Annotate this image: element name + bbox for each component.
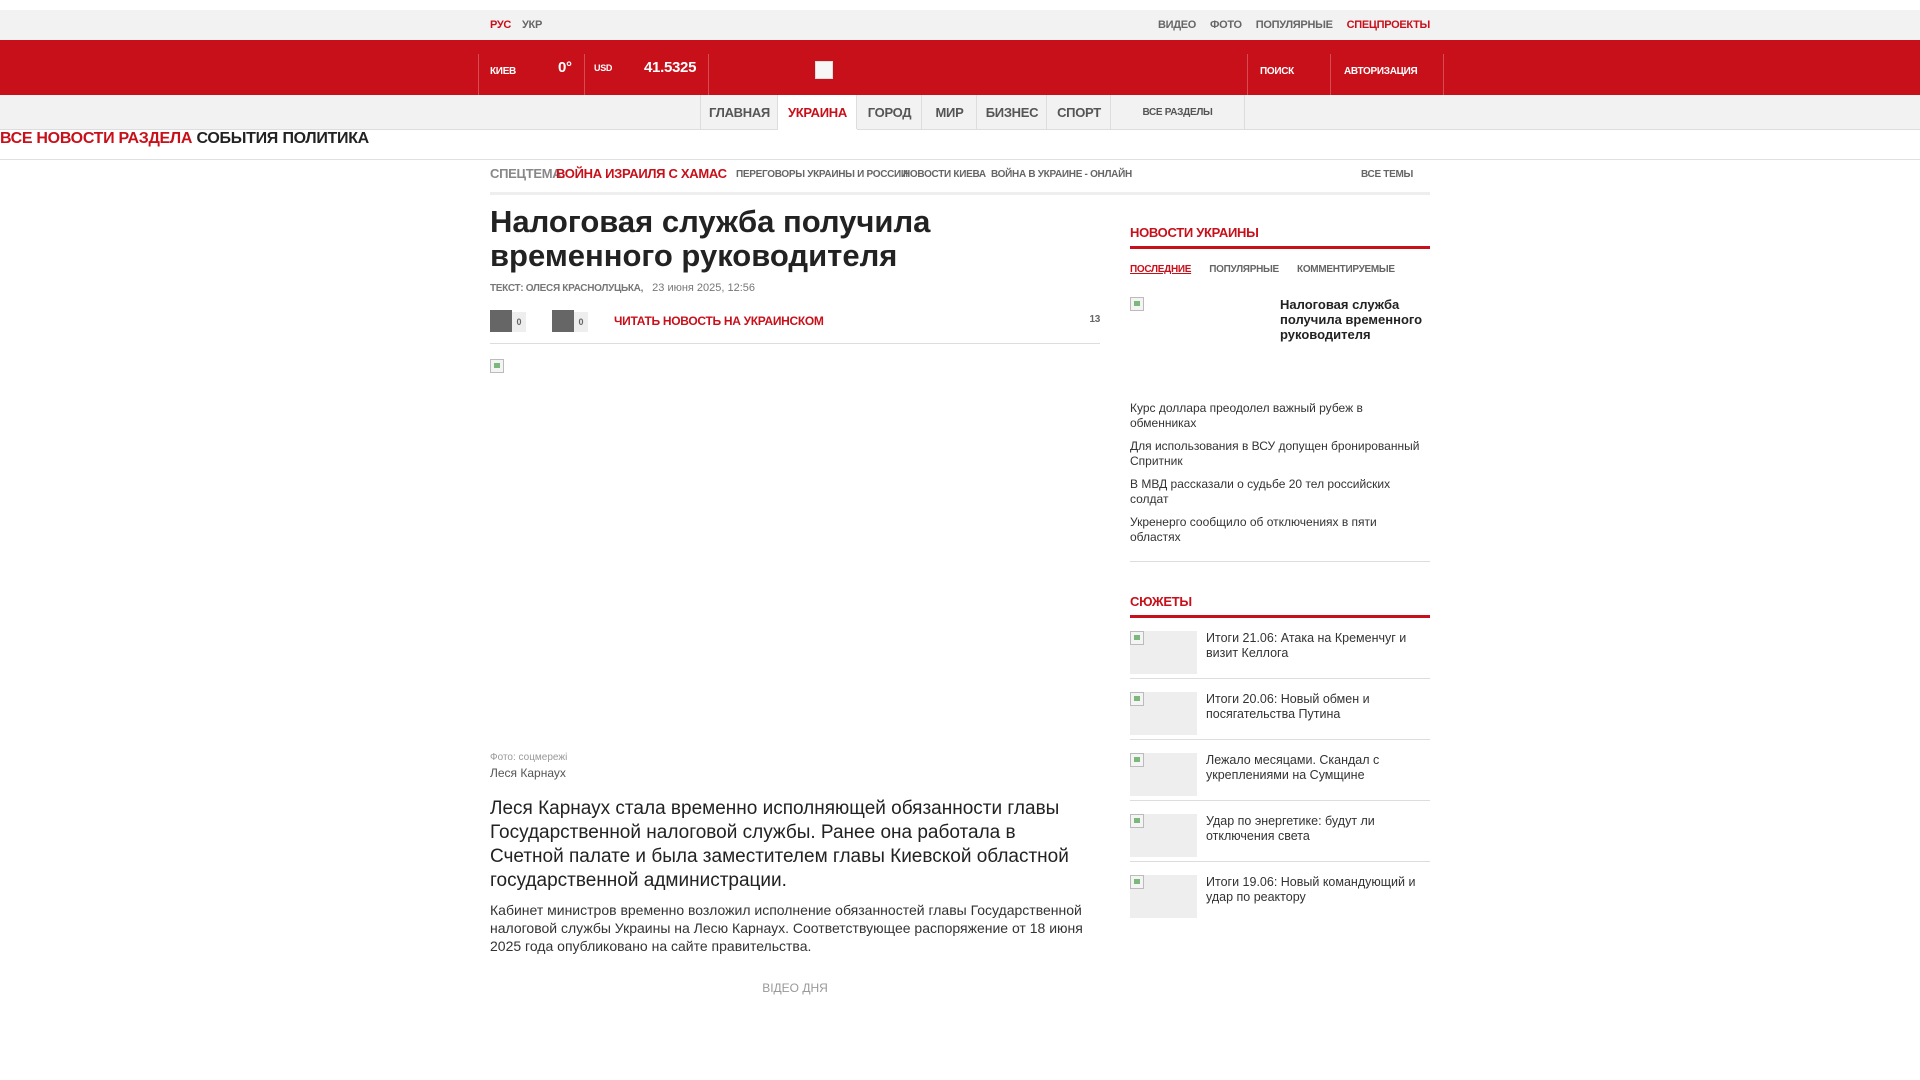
- article-main-image: [490, 359, 504, 373]
- divider: [1330, 54, 1331, 95]
- header-bar: [0, 40, 1920, 95]
- story-thumbnail: [1130, 875, 1197, 918]
- divider: [478, 54, 479, 95]
- top-story[interactable]: [1130, 297, 1430, 397]
- popular-link[interactable]: ПОПУЛЯРНЫЕ: [1255, 19, 1333, 31]
- byline: [490, 282, 755, 294]
- photo-link[interactable]: ФОТО: [1210, 19, 1242, 31]
- top-links: [1158, 19, 1430, 31]
- theme-link[interactable]: ВОЙНА В УКРАИНЕ - ОНЛАЙН: [991, 169, 1132, 180]
- story-thumbnail: [1130, 631, 1197, 674]
- read-ukrainian-link[interactable]: ЧИТАТЬ НОВОСТЬ НА УКРАИНСКОМ: [614, 314, 824, 328]
- sidebar-news-heading: НОВОСТИ УКРАИНЫ: [1130, 225, 1430, 249]
- twitter-share-icon[interactable]: [552, 310, 574, 332]
- share-count: 0: [574, 312, 588, 332]
- news-list: [1130, 401, 1430, 562]
- story-item[interactable]: [1130, 618, 1430, 679]
- sidebar-tabs: [1130, 259, 1430, 277]
- story-thumbnail: [1130, 692, 1197, 735]
- list-item[interactable]: Курс доллара преодолел важный рубеж в обменниках: [1130, 401, 1363, 430]
- image-icon: [1130, 753, 1144, 767]
- tab-city[interactable]: ГОРОД: [856, 95, 922, 129]
- currency-label: USD: [594, 62, 613, 73]
- image-icon: [1130, 631, 1144, 645]
- share-count: 0: [512, 312, 526, 332]
- story-title[interactable]: Лежало месяцами. Скандал с укреплениями на Сумщине: [1206, 753, 1380, 782]
- search-button[interactable]: ПОИСК: [1260, 66, 1294, 77]
- image-icon: [1130, 875, 1144, 889]
- divider: [1247, 54, 1248, 95]
- story-thumbnail: [1130, 753, 1197, 796]
- lang-ru-link[interactable]: РУС: [490, 19, 512, 31]
- share-bar: [490, 310, 1100, 344]
- tab-popular[interactable]: ПОПУЛЯРНЫЕ: [1209, 264, 1279, 275]
- top-strip: [0, 10, 1920, 41]
- list-item[interactable]: Для использования в ВСУ допущен бронированный Спритник: [1130, 439, 1420, 468]
- author[interactable]: ТЕКСТ: ОЛЕСЯ КРАСНОЛУЦЬКА,: [490, 283, 644, 294]
- main-nav: [0, 95, 1920, 130]
- facebook-share-icon[interactable]: [490, 310, 512, 332]
- tab-sport[interactable]: СПОРТ: [1046, 95, 1111, 129]
- story-title[interactable]: Итоги 20.06: Новый обмен и посягательства Путина: [1206, 692, 1370, 721]
- publish-date: 23 июня 2025, 12:56: [652, 282, 756, 294]
- story-title[interactable]: Итоги 21.06: Атака на Кременчуг и визит Келлога: [1206, 631, 1407, 660]
- video-link[interactable]: ВИДЕО: [1157, 19, 1197, 31]
- all-themes-link[interactable]: ВСЕ ТЕМЫ: [1361, 169, 1414, 180]
- story-item[interactable]: [1130, 801, 1430, 862]
- all-sections-button[interactable]: ВСЕ РАЗДЕЛЫ: [1110, 95, 1245, 129]
- sidebar-news: [1130, 225, 1430, 562]
- currency-rate: 41.5325: [644, 59, 697, 76]
- top-story-title[interactable]: Налоговая служба получила временного руководителя: [1280, 297, 1423, 342]
- divider: [1443, 54, 1444, 95]
- tab-latest[interactable]: ПОСЛЕДНИЕ: [1130, 264, 1192, 275]
- list-item[interactable]: Укренерго сообщило об отключениях в пяти областях: [1130, 515, 1377, 544]
- tab-business[interactable]: БИЗНЕС: [976, 95, 1047, 129]
- sub-nav: [0, 130, 1920, 160]
- story-item[interactable]: [1130, 679, 1430, 740]
- special-theme-link[interactable]: ВОЙНА ИЗРАИЛЯ С ХАМАС: [556, 166, 727, 181]
- tab-world[interactable]: МИР: [921, 95, 977, 129]
- tab-main[interactable]: ГЛАВНАЯ: [700, 95, 778, 129]
- list-item[interactable]: В МВД рассказали о судьбе 20 тел российских солдат: [1130, 477, 1391, 506]
- site-logo[interactable]: [815, 61, 833, 79]
- tab-commented[interactable]: КОММЕНТИРУЕМЫЕ: [1297, 264, 1395, 275]
- story-item[interactable]: [1130, 740, 1430, 801]
- photo-caption: Леся Карнаух: [490, 766, 566, 780]
- specprojects-link[interactable]: СПЕЦПРОЕКТЫ: [1346, 19, 1430, 31]
- divider: [584, 54, 585, 95]
- theme-link[interactable]: ПЕРЕГОВОРЫ УКРАИНЫ И РОССИИ: [736, 169, 908, 180]
- theme-link[interactable]: НОВОСТИ КИЕВА: [903, 169, 986, 180]
- stories-heading: СЮЖЕТЫ: [1130, 594, 1430, 618]
- lang-ua-link[interactable]: УКР: [522, 19, 542, 31]
- themes-bar: [490, 160, 1430, 195]
- story-title[interactable]: Удар по энергетике: будут ли отключения света: [1206, 814, 1375, 843]
- story-thumbnail: [1130, 814, 1197, 857]
- divider: [708, 54, 709, 95]
- story-item[interactable]: [1130, 862, 1430, 922]
- article-body: Кабинет министров временно возложил исполнение обязанностей главы Государственной налоговой службы Украины на Лесю Карнаух. Соответствующее распоряжение от 18 июня 2025 года опубликовано на сайте правительства.: [490, 902, 1083, 954]
- tab-ukraine[interactable]: УКРАИНА: [777, 95, 857, 130]
- photo-credit: Фото: соцмережі: [490, 752, 568, 763]
- subnav-all-news[interactable]: ВСЕ НОВОСТИ РАЗДЕЛА: [0, 130, 193, 147]
- image-icon: [1130, 814, 1144, 828]
- temperature: 0°: [558, 59, 572, 76]
- subnav-politics[interactable]: ПОЛИТИКА: [282, 130, 369, 147]
- top-story-image: [1130, 297, 1144, 311]
- article-title: Налоговая служба получила временного руководителя: [490, 204, 931, 273]
- subnav-events[interactable]: СОБЫТИЯ: [196, 130, 278, 147]
- image-icon: [1130, 692, 1144, 706]
- login-button[interactable]: АВТОРИЗАЦИЯ: [1344, 66, 1418, 77]
- sidebar-stories: [1130, 594, 1430, 922]
- video-of-day-label: ВІДЕО ДНЯ: [762, 981, 828, 995]
- themes-label: СПЕЦТЕМА:: [490, 166, 566, 181]
- story-title[interactable]: Итоги 19.06: Новый командующий и удар по реактору: [1206, 875, 1416, 904]
- article-lead: Леся Карнаух стала временно исполняющей обязанности главы Государственной налоговой службы. Ранее она работала в Счетной палате и была заместителем главы Киевской областной государственной администрации.: [490, 798, 1069, 891]
- city-label: КИЕВ: [490, 66, 516, 77]
- views-count: 13: [1089, 314, 1100, 325]
